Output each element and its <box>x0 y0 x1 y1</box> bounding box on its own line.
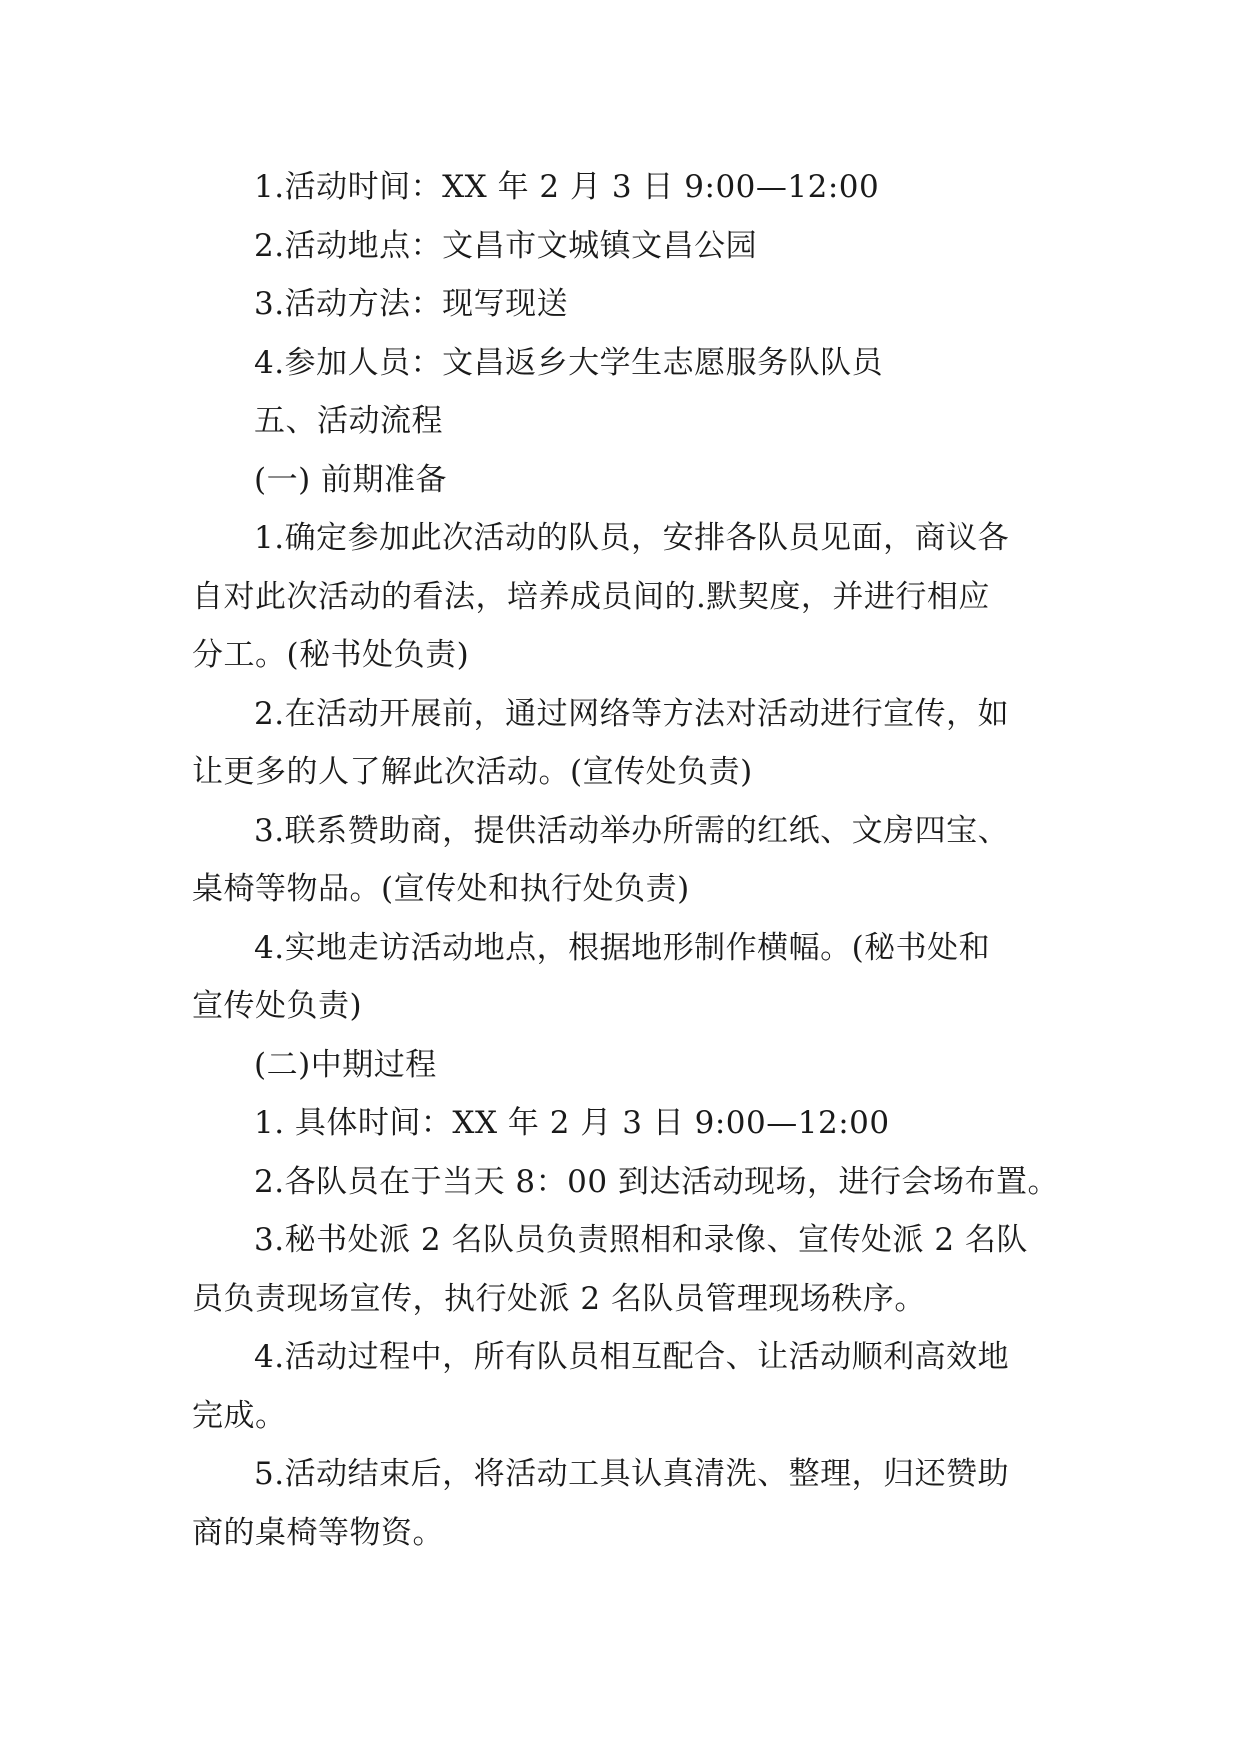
subsection-heading: (一) 前期准备 <box>254 461 448 498</box>
document-line: 桌椅等物品。(宣传处和执行处负责) <box>192 871 690 907</box>
document-line: 让更多的人了解此次活动。(宣传处负责) <box>192 754 753 790</box>
subsection-heading: (二)中期过程 <box>254 1046 437 1083</box>
document-line: 5.活动结束后，将活动工具认真清洗、整理，归还赞助 <box>254 1456 1010 1492</box>
document-line: 商的桌椅等物资。 <box>192 1514 444 1551</box>
document-line: 宣传处负责) <box>192 988 363 1024</box>
document-line: 3.秘书处派 2 名队员负责照相和录像、宣传处派 2 名队 <box>254 1222 1028 1258</box>
document-line: 2.各队员在于当天 8：00 到达活动现场，进行会场布置。 <box>254 1163 1059 1200</box>
document-line: 4.活动过程中，所有队员相互配合、让活动顺利高效地 <box>254 1339 1010 1375</box>
document-line: 3.联系赞助商，提供活动举办所需的红纸、文房四宝、 <box>254 812 1010 849</box>
document-line: 3.活动方法：现写现送 <box>254 286 569 322</box>
document-line: 2.在活动开展前，通过网络等方法对活动进行宣传，如 <box>254 695 1010 732</box>
document-line: 2.活动地点：文昌市文城镇文昌公园 <box>254 227 758 264</box>
document-line: 员负责现场宣传，执行处派 2 名队员管理现场秩序。 <box>192 1280 926 1317</box>
document-line: 完成。 <box>192 1397 287 1434</box>
document-line: 自对此次活动的看法，培养成员间的.默契度，并进行相应 <box>192 578 990 615</box>
document-line: 4.实地走访活动地点，根据地形制作横幅。(秘书处和 <box>254 929 991 966</box>
document-line: 1. 具体时间：XX 年 2 月 3 日 9:00—12:00 <box>254 1105 890 1141</box>
document-line: 分工。(秘书处负责) <box>192 637 470 673</box>
section-heading: 五、活动流程 <box>254 403 443 439</box>
document-line: 1.活动时间：XX 年 2 月 3 日 9:00—12:00 <box>254 169 880 205</box>
document-body <box>192 158 1072 1562</box>
document-line: 4.参加人员：文昌返乡大学生志愿服务队队员 <box>254 344 884 381</box>
document-line: 1.确定参加此次活动的队员，安排各队员见面，商议各 <box>254 520 1010 556</box>
